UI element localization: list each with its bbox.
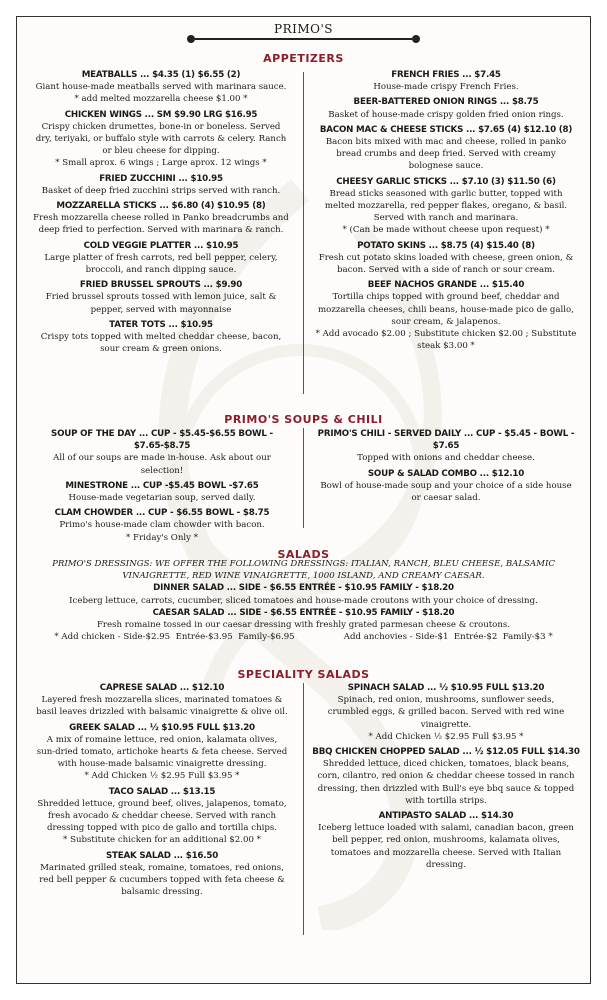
menu-item-description: Topped with onions and cheddar cheese. (357, 453, 535, 464)
menu-item-description: * Add Chicken ½ $2.95 Full $3.95 * (368, 731, 524, 742)
menu-item-description: or caesar salad. (411, 493, 481, 504)
menu-item-description: sour cream & green onions. (100, 344, 222, 355)
menu-item-name: BACON MAC & CHEESE STICKS ... $7.65 (4) $12.10 (8) (319, 124, 573, 135)
salads-block (30, 558, 577, 643)
menu-item-description: * Substitute chicken for an additional $2.00 * (63, 835, 261, 846)
menu-item-description: Spinach, red onion, mushrooms, sunflower seeds, (337, 695, 555, 706)
menu-item-description: bread crumbs and deep fried. Served with creamy (336, 149, 556, 160)
menu-item (306, 746, 586, 807)
menu-item-description: sour cream, & jalapenos. (391, 316, 501, 327)
menu-item-description: Bread sticks seasoned with garlic butter, topped with (329, 188, 563, 199)
menu-item (306, 682, 586, 743)
menu-item-description: * (Can be made without cheese upon request) * (342, 225, 550, 236)
menu-item-description: Served with ranch and marinara. (373, 213, 519, 224)
menu-item-name: POTATO SKINS ... $8.75 (4) $15.40 (8) (357, 240, 535, 251)
dressings-note: PRIMO'S DRESSINGS: WE OFFER THE FOLLOWING DRESSINGS: ITALIAN, RANCH, BLEU CHEESE, BALSAMIC (52, 559, 555, 569)
menu-item-description: with tortilla strips. (405, 795, 487, 806)
menu-item-description: bolognese sauce. (408, 161, 484, 172)
menu-item (22, 850, 302, 899)
menu-item-name: PRIMO'S CHILI - SERVED DAILY ... CUP - $5.45 - BOWL - $7.65 (317, 429, 575, 452)
section-title-appetizers: APPETIZERS (263, 52, 344, 65)
menu-item-description: pepper, served with mayonnaise (90, 304, 232, 315)
menu-item-name: COLD VEGGIE PLATTER ... $10.95 (83, 240, 239, 251)
menu-item-description: broccoli, and ranch dipping sauce. (85, 265, 237, 276)
menu-item-description: * Friday's Only * (125, 532, 199, 543)
menu-item-description: Shredded lettuce, ground beef, olives, jalapenos, tomato, (37, 798, 287, 809)
menu-item-description: Fresh cut potato skins loaded with cheese, green onion, & (318, 252, 574, 263)
specialty-left-column (22, 682, 302, 901)
menu-item-description: vinaigrette. (420, 719, 472, 730)
menu-item-description: House-made vegetarian soup, served daily. (68, 493, 256, 504)
menu-item-description: corn, cilantro, red onion & cheddar cheese tossed in ranch (317, 771, 575, 782)
menu-item-name: BEER-BATTERED ONION RINGS ... $8.75 (353, 97, 539, 108)
column-divider (303, 72, 304, 394)
menu-item-description: Layered fresh mozzarella slices, marinated tomatoes & (41, 695, 283, 706)
menu-item (22, 200, 300, 237)
menu-item (306, 124, 586, 173)
menu-item-description: balsamic dressing. (121, 887, 203, 898)
menu-item (306, 69, 586, 93)
menu-item-description: selection! (140, 465, 184, 476)
menu-item-description: * Small aprox. 6 wings ; Large aprox. 12 wings * (55, 158, 267, 169)
menu-item-description: Bacon bits mixed with mac and cheese, rolled in panko (325, 137, 567, 148)
menu-item (22, 507, 302, 544)
section-appetizers (0, 47, 607, 66)
menu-item-description: red bell pepper & cucumbers topped with feta cheese & (39, 875, 285, 886)
menu-item (306, 428, 586, 465)
menu-item-description: * Add avocado $2.00 ; Substitute chicken $2.00 ; Substitute (315, 329, 577, 340)
menu-item-description: melted mozzarella, red pepper flakes, oregano, & basil. (324, 201, 568, 212)
menu-item-description: Shredded lettuce, diced chicken, tomatoes, black beans, (322, 759, 570, 770)
menu-item-name: SOUP OF THE DAY ... CUP - $5.45-$6.55 BOWL - $7.65-$8.75 (51, 429, 273, 452)
menu-item (306, 468, 586, 505)
menu-item (22, 786, 302, 847)
menu-item-description: Iceberg lettuce loaded with salami, canadian bacon, green (318, 823, 574, 834)
menu-item-description: * add melted mozzarella cheese $1.00 * (74, 94, 248, 105)
menu-item-description: with house-made balsamic vinaigrette dressing. (57, 759, 267, 770)
menu-item-description: dressing. (425, 859, 467, 870)
menu-item-name: TATER TOTS ... $10.95 (109, 319, 213, 330)
menu-item (306, 96, 586, 120)
appetizers-left-column (22, 69, 300, 358)
menu-item-description: basil leaves drizzled with balsamic vinaigrette & olive oil. (36, 707, 288, 718)
menu-item-description: Large platter of fresh carrots, red bell pepper, celery, (44, 252, 278, 263)
soups-left-column (22, 428, 302, 547)
menu-item (22, 319, 300, 356)
menu-item-description: tomatoes and mozzarella cheese. Served with Italian (330, 847, 562, 858)
menu-item-description: Iceberg lettuce, carrots, cucumber, sliced tomatoes and house-made croutons with your choice of dressing. (69, 595, 538, 606)
menu-item-description: Tortilla chips topped with ground beef, cheddar and (332, 292, 560, 303)
menu-item-description: * Add chicken - Side-$2.95 Entrée-$3.95 Family-$6.95 Add anchovies - Side-$1 Entrée-$2 Family-$3 * (54, 632, 553, 643)
menu-item-description: Giant house-made meatballs served with marinara sauce. (35, 82, 287, 93)
menu-item-name: FRIED BRUSSEL SPROUTS ... $9.90 (79, 280, 243, 291)
menu-item (22, 279, 300, 316)
menu-item-name: MINESTRONE ... CUP -$5.45 BOWL -$7.65 (65, 480, 259, 491)
menu-item-description: dry, teriyaki, or buffalo style with carrots & celery. Ranch (35, 134, 287, 145)
specialty-right-column (306, 682, 586, 874)
menu-item-description: Crispy chicken drumettes, bone-in or boneless. Served (41, 121, 281, 132)
section-title-salads: SALADS (277, 548, 330, 561)
menu-item-name: MOZZARELLA STICKS ... $6.80 (4) $10.95 (8) (56, 201, 266, 212)
menu-item-name: CAPRESE SALAD ... $12.10 (99, 683, 225, 693)
menu-item-description: dressing topped with pico de gallo and tortilla chips. (46, 823, 278, 834)
title-divider (195, 38, 412, 40)
menu-item-name: STEAK SALAD ... $16.50 (105, 850, 219, 861)
menu-item-name: SPINACH SALAD ... ½ $10.95 FULL $13.20 (347, 683, 545, 693)
menu-item-description: deep fried to perfection. Served with marinara & ranch. (38, 225, 284, 236)
menu-item-name: CHICKEN WINGS ... SM $9.90 LRG $16.95 (64, 109, 258, 120)
menu-item-description: steak $3.00 * (417, 341, 475, 352)
menu-item-description: bell pepper, red onion, mushrooms, kalamata olives, (332, 835, 560, 846)
page-title: PRIMO'S (274, 22, 333, 36)
menu-item-description: Fried brussel sprouts tossed with lemon juice, salt & (45, 292, 277, 303)
menu-item-description: fresh avocado & cheddar cheese. Served with ranch (48, 811, 276, 822)
menu-item-name: FRENCH FRIES ... $7.45 (391, 70, 501, 80)
menu-item-description: crumbled eggs, & grilled bacon. Served with red wine (327, 707, 565, 718)
appetizers-right-column (306, 69, 586, 355)
menu-item-description: Marinated grilled steak, romaine, tomatoes, red onions, (40, 862, 284, 873)
menu-item-description: Basket of deep fried zucchini strips served with ranch. (41, 185, 281, 196)
menu-item (22, 722, 302, 783)
menu-item-description: All of our soups are made in-house. Ask about our (53, 453, 271, 464)
dressings-note: VINAIGRETTE, RED WINE VINAIGRETTE, 1000 ISLAND, AND CREAMY CAESAR. (122, 571, 485, 582)
menu-item-name: CLAM CHOWDER ... CUP - $6.55 BOWL - $8.75 (54, 508, 270, 519)
menu-item-name: SOUP & SALAD COMBO ... $12.10 (367, 468, 525, 479)
menu-item-description: Fresh mozzarella cheese rolled in Panko breadcrumbs and (33, 213, 289, 224)
menu-item (22, 173, 300, 197)
menu-item-description: * Add Chicken ½ $2.95 Full $3.95 * (84, 771, 240, 782)
menu-item-description: Crispy tots topped with melted cheddar cheese, bacon, (40, 332, 282, 343)
menu-item (22, 240, 300, 277)
menu-item-name: GREEK SALAD ... ½ $10.95 FULL $13.20 (69, 722, 255, 733)
menu-item-name: TACO SALAD ... $13.15 (108, 786, 216, 797)
section-title-soups: PRIMO'S SOUPS & CHILI (224, 413, 383, 426)
soups-right-column (306, 428, 586, 507)
menu-item-name: CAESAR SALAD ... SIDE - $6.55 ENTRÉE - $10.95 FAMILY - $18.20 (152, 607, 455, 618)
menu-item-name: DINNER SALAD ... SIDE - $6.55 ENTRÉE - $10.95 FAMILY - $18.20 (153, 583, 454, 594)
menu-item (22, 428, 302, 477)
section-title-specialty: SPECIALITY SALADS (237, 668, 370, 681)
menu-item-name: FRIED ZUCCHINI ... $10.95 (99, 173, 223, 184)
menu-item-name: BBQ CHICKEN CHOPPED SALAD ... ½ $12.05 FULL $14.30 (312, 747, 580, 758)
section-specialty-salads (0, 663, 607, 682)
menu-item (22, 109, 300, 170)
menu-item (306, 176, 586, 237)
menu-item-description: House-made crispy French Fries. (373, 82, 519, 93)
menu-item-description: Fresh romaine tossed in our caesar dressing with freshly grated parmesan cheese & croutons. (96, 620, 511, 631)
section-soups (0, 408, 607, 427)
menu-item-description: Primo's house-made clam chowder with bacon. (59, 520, 265, 531)
menu-item-name: BEEF NACHOS GRANDE ... $15.40 (367, 280, 525, 291)
menu-item-name: ANTIPASTO SALAD ... $14.30 (378, 811, 514, 822)
menu-item (306, 279, 586, 352)
menu-item (22, 682, 302, 719)
menu-item-name: MEATBALLS ... $4.35 (1) $6.55 (2) (81, 70, 241, 80)
menu-item-description: Bowl of house-made soup and your choice of a side house (320, 480, 572, 491)
menu-item-name: CHEESY GARLIC STICKS ... $7.10 (3) $11.50 (6) (336, 176, 556, 187)
menu-item (22, 480, 302, 504)
menu-item-description: sun-dried tomato, artichoke hearts & feta cheese. Served (36, 747, 288, 758)
column-divider (303, 428, 304, 528)
menu-item-description: dressing, then drizzled with Bull's eye bbq sauce & topped (317, 783, 575, 794)
menu-item-description: mozzarella cheeses, chili beans, house-made pico de gallo, (318, 304, 574, 315)
menu-item-description: or bleu cheese for dipping. (102, 146, 220, 157)
menu-item (306, 240, 586, 277)
column-divider (303, 683, 304, 935)
menu-item-description: bacon. Served with a side of ranch or sour cream. (337, 265, 555, 276)
menu-item-description: Basket of house-made crispy golden fried onion rings. (328, 109, 564, 120)
menu-item (22, 69, 300, 106)
menu-item (306, 810, 586, 871)
menu-item-description: A mix of romaine lettuce, red onion, kalamata olives, (46, 734, 278, 745)
